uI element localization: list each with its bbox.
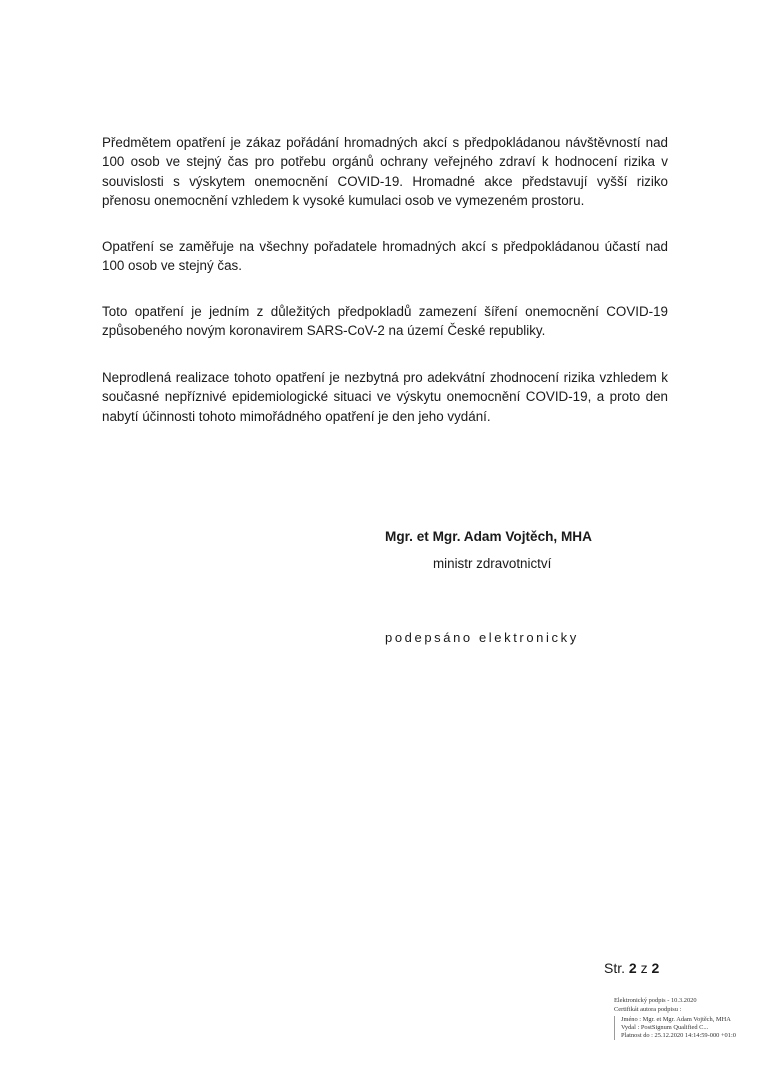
stamp-certificate-details xyxy=(614,1016,764,1040)
signatory-name: Mgr. et Mgr. Adam Vojtěch, MHA xyxy=(385,529,592,544)
stamp-line-signature-date: Elektronický podpis - 10.3.2020 xyxy=(614,997,697,1004)
signed-electronically-note: podepsáno elektronicky xyxy=(385,630,579,645)
paragraph-effectiveness: Neprodlená realizace tohoto opatření je nezbytná pro adekvátní zhodnocení rizika vzhledem k současné nepříznivé epidemiologické situaci ve výskytu onemocnění COVID-19, a proto den nabytí účinnosti tohoto mimořádného opatření je den jeho vydání. xyxy=(102,370,668,424)
stamp-line-name: Jméno : Mgr. et Mgr. Adam Vojtěch, MHA xyxy=(621,1016,731,1023)
page-number xyxy=(604,960,659,976)
stamp-line-certificate: Certifikát autora podpisu : xyxy=(614,1006,682,1013)
paragraph-scope: Opatření se zaměřuje na všechny pořadatele hromadných akcí s předpokládanou účastí nad 100 osob ve stejný čas. xyxy=(102,239,668,274)
stamp-line-validity: Platnost do : 25.12.2020 14:14:59-000 +01:0 xyxy=(621,1032,736,1039)
page-current: 2 xyxy=(628,960,637,976)
paragraph-importance: Toto opatření je jedním z důležitých předpokladů zamezení šíření onemocnění COVID-19 způsobeného novým koronavirem SARS-CoV-2 na území České republiky. xyxy=(102,304,668,339)
signatory-title: ministr zdravotnictví xyxy=(433,556,552,571)
page-prefix: Str. xyxy=(604,960,626,976)
stamp-line-issuer: Vydal : PostSignum Qualified C... xyxy=(621,1024,709,1031)
page-total: 2 xyxy=(651,960,660,976)
page-separator: z xyxy=(640,960,648,976)
electronic-signature-stamp xyxy=(614,996,764,1040)
paragraph-purpose: Předmětem opatření je zákaz pořádání hromadných akcí s předpokládanou návštěvností nad 100 osob ve stejný čas pro potřebu orgánů ochrany veřejného zdraví k hodnocení rizika v souvislosti s výskytem onemocnění COVID-19. Hromadné akce představují vyšší riziko přenosu onemocnění vzhledem k vysoké kumulaci osob ve vymezeném prostoru. xyxy=(102,135,668,209)
